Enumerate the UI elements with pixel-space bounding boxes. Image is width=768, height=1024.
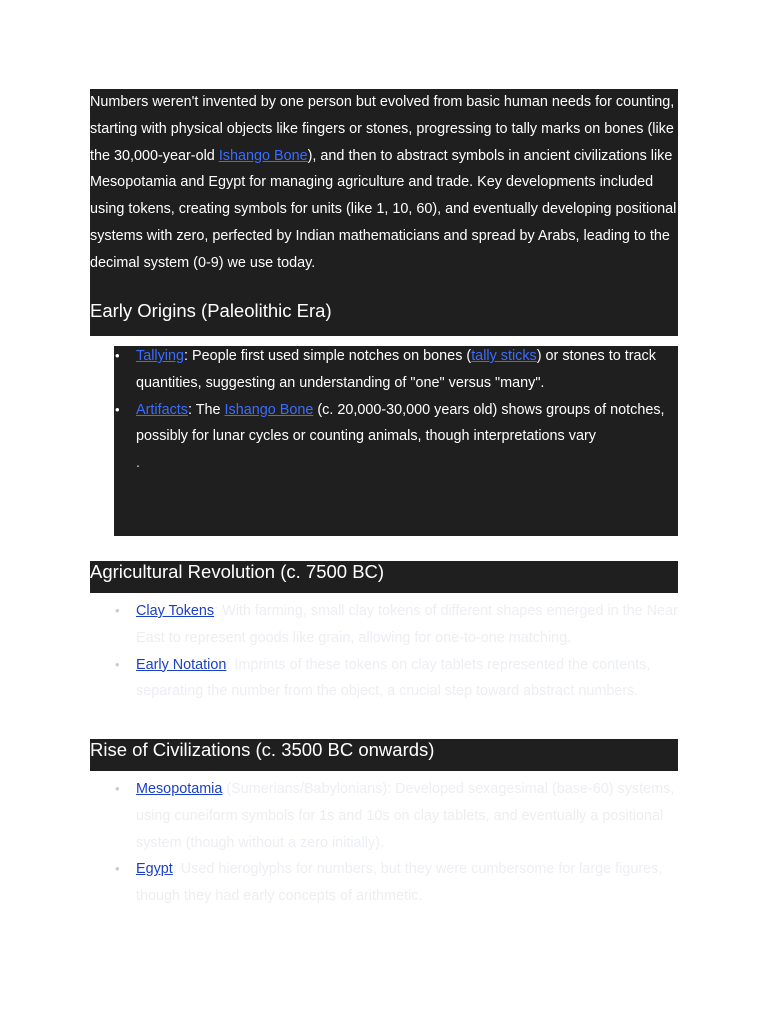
bullet-icon: • — [115, 861, 120, 877]
artifacts-link[interactable]: Artifacts — [136, 401, 188, 418]
mesopotamia-text: (Sumerians/Babylonians): Developed sexagesimal (base-60) systems, using cuneiform symbols for 1s and 10s on clay tablets, and eventually a positional system (though without a zero initially). — [136, 781, 675, 851]
mesopotamia-link[interactable]: Mesopotamia — [136, 781, 223, 797]
agricultural-list — [114, 598, 678, 705]
clay-tokens-text: : With farming, small clay tokens of different shapes emerged in the Near East to represent goods like grain, allowing for one-to-one matching. — [136, 603, 678, 646]
list-item — [114, 856, 678, 910]
trailing-period: . — [136, 455, 140, 472]
tallying-link[interactable]: Tallying — [136, 348, 184, 364]
list-item — [114, 652, 678, 706]
egypt-text: : Used hieroglyphs for numbers, but they were cumbersome for large figures, though they had early concepts of arithmetic. — [136, 861, 663, 905]
bullet-icon: • — [115, 656, 120, 672]
early-origins-heading: Early Origins (Paleolithic Era) — [90, 299, 332, 321]
early-origins-list — [114, 343, 678, 450]
list-item — [114, 343, 678, 397]
clay-tokens-link[interactable]: Clay Tokens — [136, 603, 215, 619]
bullet-icon: • — [115, 603, 120, 618]
bullet-icon: • — [115, 348, 120, 363]
civilizations-list — [114, 776, 678, 910]
tally-sticks-link[interactable]: tally sticks — [471, 348, 537, 364]
list-item — [114, 776, 678, 856]
agricultural-revolution-heading: Agricultural Revolution (c. 7500 BC) — [90, 561, 678, 593]
early-origins-list-block — [114, 346, 678, 536]
intro-block — [90, 89, 678, 336]
tallying-text-rest: ) or stones to track quantities, suggesting an understanding of "one" versus "many". — [136, 348, 656, 391]
tallying-text: : People first used simple notches on bones ( — [184, 348, 472, 364]
egypt-link[interactable]: Egypt — [136, 861, 173, 878]
ishango-bone-link[interactable]: Ishango Bone — [218, 147, 308, 164]
list-item — [114, 397, 678, 451]
bullet-icon: • — [115, 781, 120, 796]
artifacts-text: : The — [187, 401, 225, 418]
rise-of-civilizations-heading: Rise of Civilizations (c. 3500 BC onwards) — [90, 739, 678, 771]
intro-text-start: Numbers weren't invented by one person but evolved from basic human needs for counting, starting with physical objects like fingers or stones, progressing to tally marks on bones (like the 30,000-year-old — [90, 94, 675, 164]
intro-text-rest: ), and then to abstract symbols in ancient civilizations like Mesopotamia and Egypt for managing agriculture and trade. Key developments included using tokens, creating symbols for units (like 1, 10, 60), and eventually developing positional systems with zero, perfected by Indian mathematicians and spread by Arabs, leading to the decimal system (0-9) we use today. — [90, 147, 677, 271]
bullet-icon: • — [115, 401, 120, 417]
intro-paragraph — [90, 89, 678, 277]
artifacts-text-rest: (c. 20,000-30,000 years old) shows groups of notches, possibly for lunar cycles or counting animals, though interpretations vary — [136, 401, 665, 445]
ishango-bone-link-2[interactable]: Ishango Bone — [224, 401, 314, 418]
early-notation-link[interactable]: Early Notation — [136, 656, 227, 673]
early-notation-text: : Imprints of these tokens on clay tablets represented the contents, separating the number from the object, a crucial step toward abstract numbers. — [136, 656, 651, 700]
list-item — [114, 598, 678, 652]
